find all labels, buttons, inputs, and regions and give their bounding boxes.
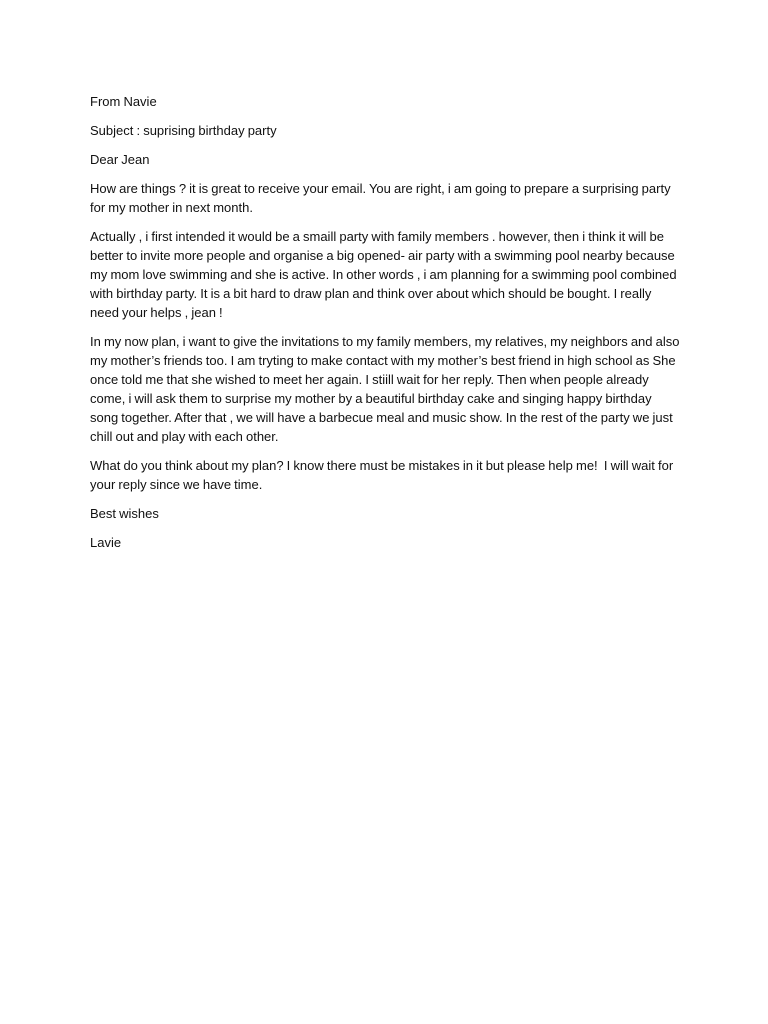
subject-line: Subject : suprising birthday party (90, 123, 277, 138)
signature: Lavie (90, 535, 122, 550)
paragraph-2: Actually , i first intended it would be a smaill party with family members . however, then i think it will be better to invite more people and organise a big opened- air party with a swimming pool nearby because my mom love swimming and she is active. In other words , i am planning for a swimming pool combined with birthday party. It is a bit hard to draw plan and think over about which should be bought. I really need your helps , jean ! (90, 229, 680, 320)
salutation: Dear Jean (90, 152, 150, 167)
paragraph-3: In my now plan, i want to give the invitations to my family members, my relatives, my neighbors and also my mother’s friends too. I am tryting to make contact with my mother’s best friend in high school as She once told me that she wished to meet her again. I stiill wait for her reply. Then when people already come, i will ask them to surprise my mother by a beautiful birthday cake and singing happy birthday song together. After that , we will have a barbecue meal and music show. In the rest of the party we just chill out and play with each other. (90, 334, 683, 444)
letter-body (90, 92, 683, 562)
paragraph-4: What do you think about my plan? I know there must be mistakes in it but please help me! I will wait for your reply since we have time. (90, 458, 677, 492)
from-line: From Navie (90, 94, 157, 109)
paragraph-1: How are things ? it is great to receive your email. You are right, i am going to prepare a surprising party for my mother in next month. (90, 181, 674, 215)
closing: Best wishes (90, 506, 159, 521)
